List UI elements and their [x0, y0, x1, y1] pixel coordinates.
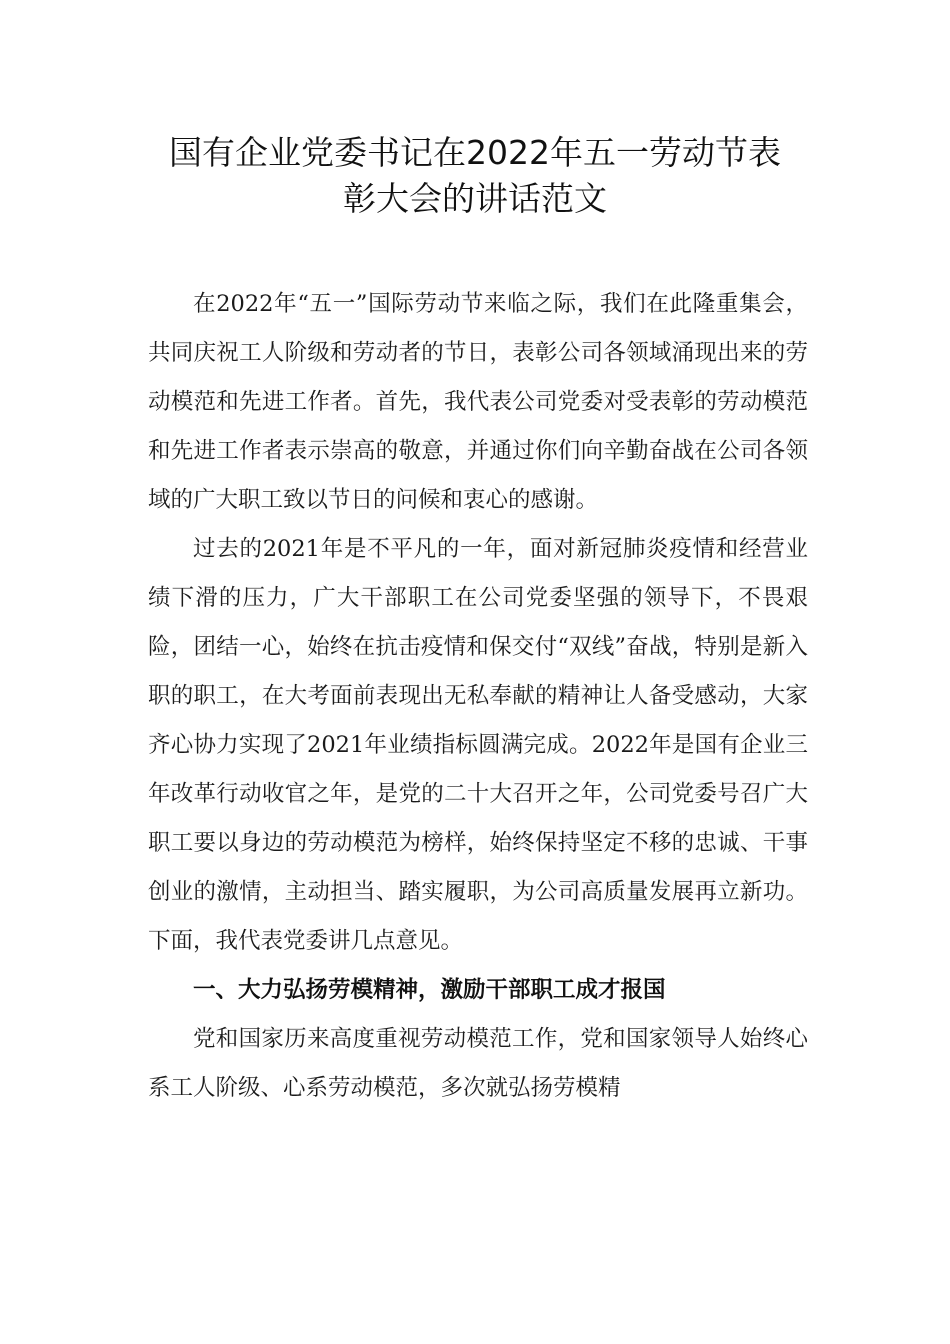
document-body [148, 280, 808, 1113]
section-heading-1: 一、大力弘扬劳模精神，激励干部职工成才报国 [193, 977, 666, 1003]
paragraph-review: 过去的2021年是不平凡的一年，面对新冠肺炎疫情和经营业绩下滑的压力，广大干部职工在公司党委坚强的领导下，不畏艰险，团结一心，始终在抗击疫情和保交付“双线”奋战，特别是新入职的职工，在大考面前表现出无私奉献的精神让人备受感动，大家齐心协力实现了2021年业绩指标圆满完成。2022年是国有企业三年改革行动收官之年，是党的二十大召开之年，公司党委号召广大职工要以身边的劳动模范为榜样，始终保持坚定不移的忠诚、干事创业的激情，主动担当、踏实履职，为公司高质量发展再立新功。下面，我代表党委讲几点意见。 [148, 536, 808, 954]
title-line-1: 国有企业党委书记在2022年五一劳动节表 [169, 133, 781, 172]
document-title [0, 130, 950, 222]
paragraph-opening: 在2022年“五一”国际劳动节来临之际，我们在此隆重集会，共同庆祝工人阶级和劳动者的节日，表彰公司各领域涌现出来的劳动模范和先进工作者。首先，我代表公司党委对受表彰的劳动模范和先进工作者表示崇高的敬意，并通过你们向辛勤奋战在公司各领域的广大职工致以节日的问候和衷心的感谢。 [148, 291, 808, 513]
paragraph-section-1: 党和国家历来高度重视劳动模范工作，党和国家领导人始终心系工人阶级、心系劳动模范，多次就弘扬劳模精 [148, 1026, 808, 1101]
title-line-2: 彰大会的讲话范文 [343, 179, 607, 218]
